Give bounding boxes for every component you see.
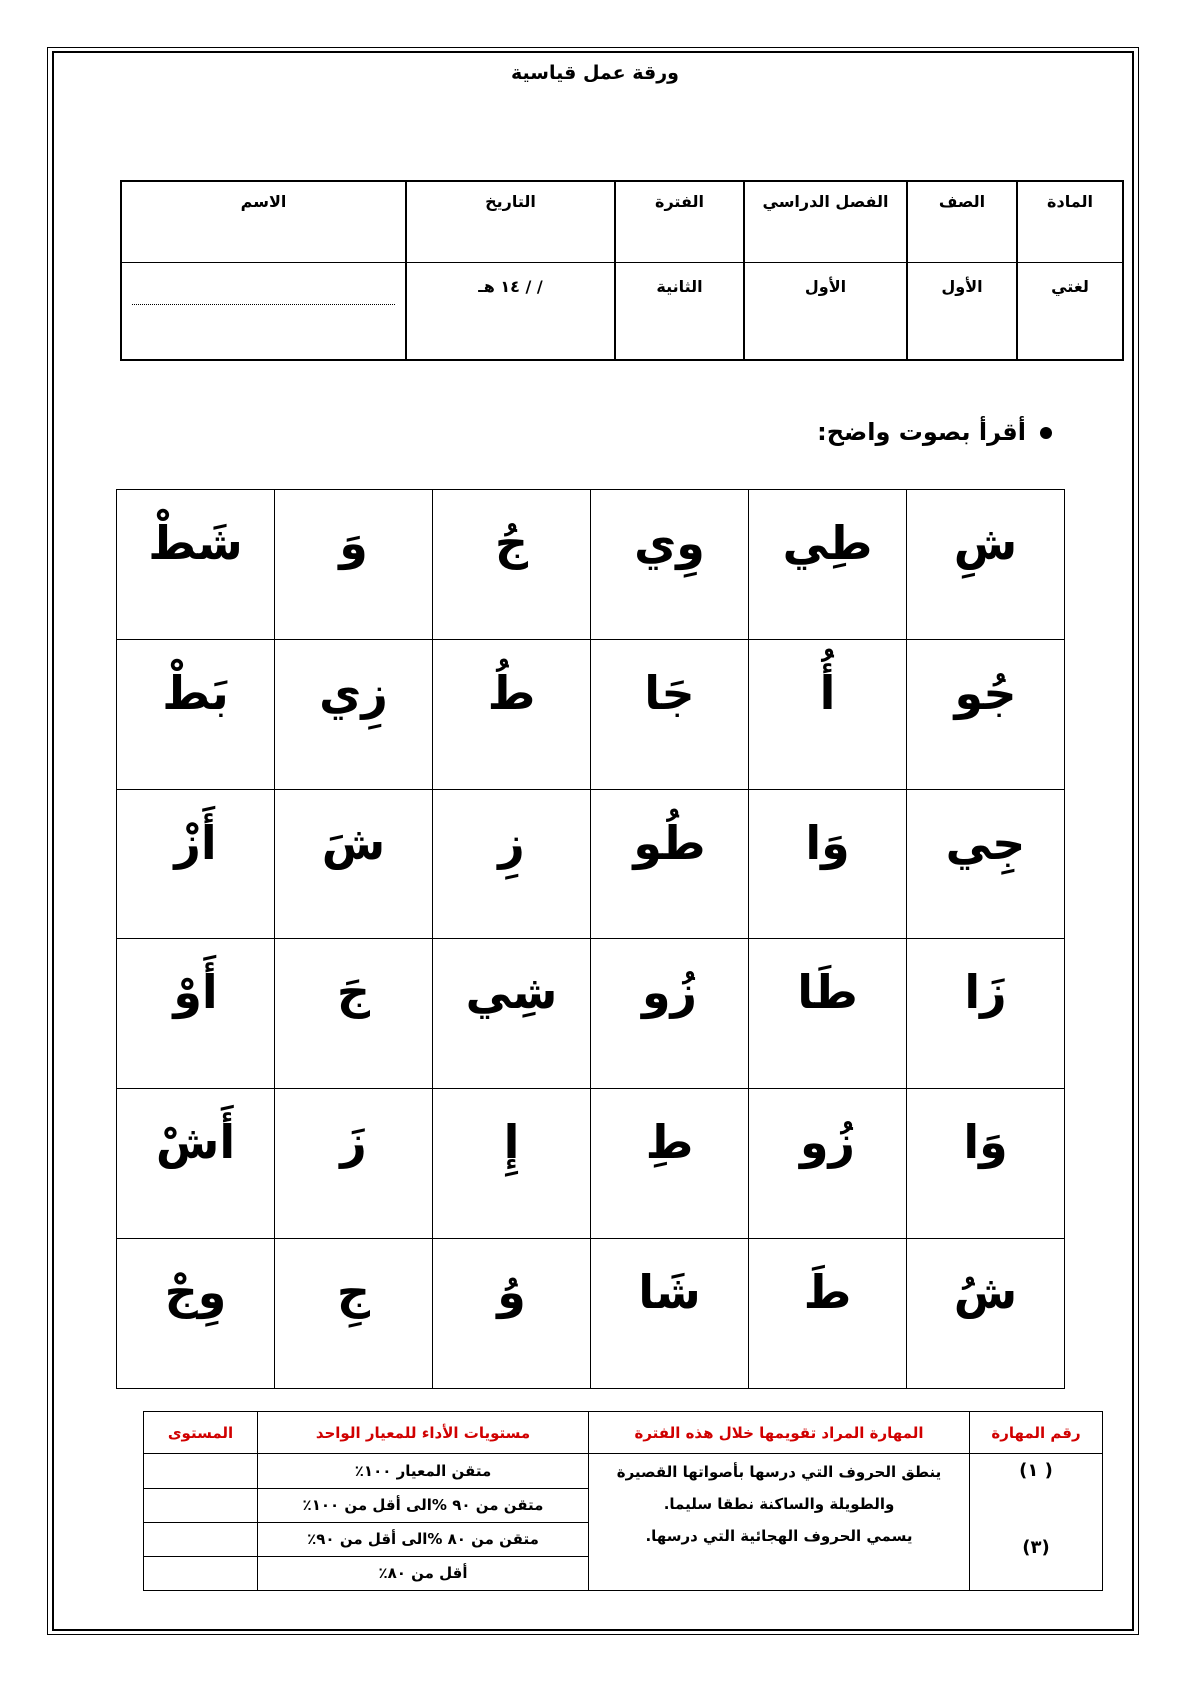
value-subject: لغتي [1017, 263, 1123, 361]
performance-level: متقن من ٨٠ %الى أقل من ٩٠٪ [258, 1522, 589, 1556]
value-period: الثانية [615, 263, 744, 361]
level-cell[interactable] [144, 1556, 258, 1590]
syllable-cell: شَ [275, 789, 433, 939]
syllable-cell: وَ [275, 490, 433, 640]
syllable-cell: جَ [275, 939, 433, 1089]
syllable-cell: زَ [275, 1089, 433, 1239]
skill-descriptions [589, 1454, 970, 1591]
header-period: الفترة [615, 181, 744, 263]
syllable-cell: وُ [433, 1239, 591, 1389]
syllable-cell: وِجْ [117, 1239, 275, 1389]
syllable-cell: طِي [749, 490, 907, 640]
level-cell[interactable] [144, 1522, 258, 1556]
syllable-cell: جِي [907, 789, 1065, 939]
syllable-cell: طُ [433, 639, 591, 789]
skill-numbers [970, 1454, 1103, 1591]
syllable-cell: جُ [433, 490, 591, 640]
skill-number: ( ١) [1019, 1460, 1053, 1482]
syllable-cell: طَ [749, 1239, 907, 1389]
value-name[interactable] [121, 263, 406, 361]
syllable-cell: طِ [591, 1089, 749, 1239]
syllable-cell: وَا [749, 789, 907, 939]
header-level: المستوى [144, 1412, 258, 1454]
syllable-cell: جِ [275, 1239, 433, 1389]
header-name: الاسم [121, 181, 406, 263]
skill-text: يسمي الحروف الهجائية التي درسها. [645, 1527, 913, 1546]
syllable-cell: إِ [433, 1089, 591, 1239]
performance-level: أقل من ٨٠٪ [258, 1556, 589, 1590]
syllable-cell: شُ [907, 1239, 1065, 1389]
skill-number: (٣) [1022, 1537, 1050, 1559]
syllable-cell: شِي [433, 939, 591, 1089]
header-subject: المادة [1017, 181, 1123, 263]
syllable-cell: أَشْ [117, 1089, 275, 1239]
syllable-cell: زُو [591, 939, 749, 1089]
syllable-cell: زِ [433, 789, 591, 939]
bullet-icon [1040, 427, 1052, 439]
evaluation-table [143, 1411, 1103, 1591]
syllable-cell: وِي [591, 490, 749, 640]
syllable-cell: بَطْ [117, 639, 275, 789]
hijri-date: / / ١٤ هـ [478, 277, 543, 296]
value-semester: الأول [744, 263, 907, 361]
syllable-cell: جَا [591, 639, 749, 789]
syllable-cell: زِي [275, 639, 433, 789]
syllable-cell: طَا [749, 939, 907, 1089]
level-cell[interactable] [144, 1488, 258, 1522]
header-performance-levels: مستويات الأداء للمعيار الواحد [258, 1412, 589, 1454]
syllable-cell: زُو [749, 1089, 907, 1239]
skill-text: ينطق الحروف التي درسها بأصواتها القصيرة والطويلة والساكنة نطقا سليما. [616, 1463, 942, 1514]
performance-level: متقن من ٩٠ %الى أقل من ١٠٠٪ [258, 1488, 589, 1522]
syllable-cell: شَطْ [117, 490, 275, 640]
syllable-cell: طُو [591, 789, 749, 939]
performance-level: متقن المعيار ١٠٠٪ [258, 1454, 589, 1488]
page-title: ورقة عمل قياسية [511, 62, 679, 84]
syllable-cell: زَا [907, 939, 1065, 1089]
header-semester: الفصل الدراسي [744, 181, 907, 263]
syllable-cell: أَزْ [117, 789, 275, 939]
header-skill-number: رقم المهارة [970, 1412, 1103, 1454]
value-grade: الأول [907, 263, 1017, 361]
level-cell[interactable] [144, 1454, 258, 1488]
instruction [817, 418, 1052, 446]
header-skill: المهارة المراد تقويمها خلال هذه الفترة [589, 1412, 970, 1454]
value-date [406, 263, 615, 361]
header-grade: الصف [907, 181, 1017, 263]
syllable-cell: شِ [907, 490, 1065, 640]
syllable-cell: شَا [591, 1239, 749, 1389]
name-fill-line [132, 303, 395, 305]
syllable-cell: وَا [907, 1089, 1065, 1239]
syllable-grid [116, 489, 1065, 1389]
syllable-cell: أُ [749, 639, 907, 789]
info-table [120, 180, 1124, 361]
syllable-cell: جُو [907, 639, 1065, 789]
header-date: التاريخ [406, 181, 615, 263]
instruction-text: أقرأ بصوت واضح: [817, 418, 1026, 446]
syllable-cell: أَوْ [117, 939, 275, 1089]
